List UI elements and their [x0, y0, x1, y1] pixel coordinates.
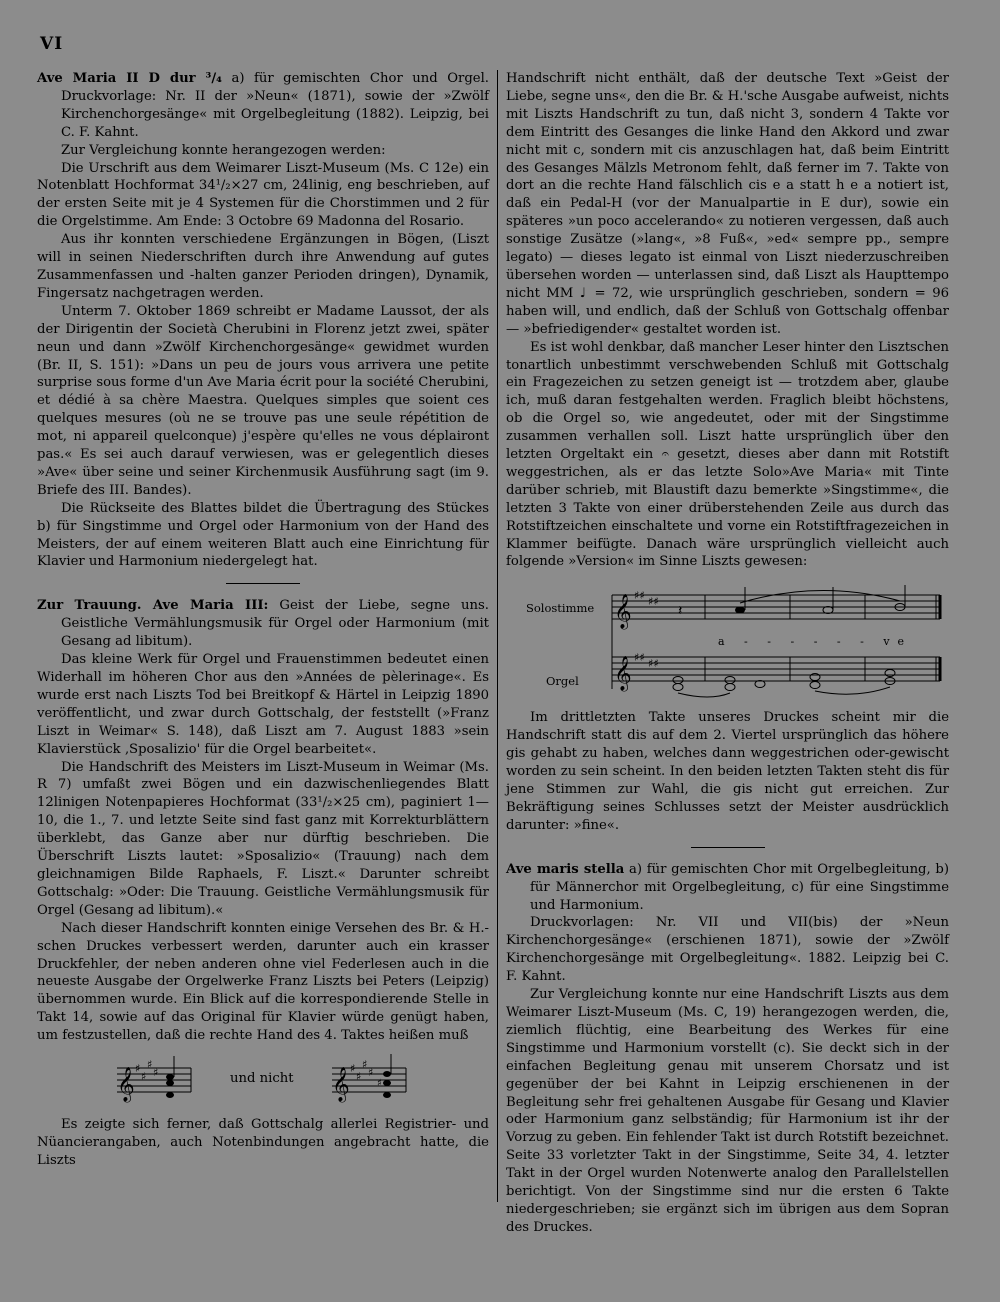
music-staff-correct — [115, 1050, 195, 1110]
paragraph: Das kleine Werk für Orgel und Frauenstimmen bedeutet einen Widerhall im höheren Chor aus den »Années de pèlerinage«. Es wurde erst nach Liszts Tod bei Breitkopf & Härtel in Leipzig 1890 veröffentlicht, und zwar durch Gottschalg, der feststellt (»Franz Liszt in Weimar« S. 148), daß Liszt am 7. August 1883 »sein Klavierstück ‚Sposalizio' für die Orgel bearbeitet«. — [37, 652, 489, 757]
paragraph: Zur Vergleichung konnte nur eine Handschrift Liszts aus dem Weimarer Liszt-Museum (Ms. C, 19) herangezogen werden, die, ziemlich flüchtig, eine Bearbeitung des Werkes für eine Singstimme und Harmonium vorstellt (c). Sie deckt sich in der einfachen Begleitung genau mit unserem Chorsatz und ist gegenüber der bei Kahnt in Leipzig erschienenen in der Begleitung sehr frei gehaltenen Ausgabe für Gesang und Klavier oder Harmonium ganz selbständig; für Harmonium ist ihr der Vorzug zu geben. Ein fehlender Takt ist durch Rotstift bezeichnet. Seite 33 vorletzter Takt in der Singstimme, Seite 34, 4. letzter Takt in der Orgel wurden Notenwerte analog den Parallelstellen berichtigt. Von der Singstimme sind nur die ersten 6 Takte niedergeschrieben; sie ergänzt sich im übrigen aus dem Sopran des Druckes. — [506, 987, 949, 1235]
paragraph: Druckvorlagen: Nr. VII und VII(bis) der »Neun Kirchenchorgesänge« (erschienen 1871), sowie der »Zwölf Kirchenchorgesänge mit Orgelbegleitung«. 1882. Leipzig bei C. F. Kahnt. — [506, 915, 949, 985]
entry-heading: Ave Maria II D dur ³/₄ — [37, 71, 222, 86]
paragraph: Die Handschrift des Meisters im Liszt-Museum in Weimar (Ms. R 7) umfaßt zwei Bögen und ein dazwischenliegendes Blatt 12linigen Notenpapieres Hochformat (33¹/₂×25 cm), paginiert 1—10, die 1., 7. und letzte Seite sind fast ganz mit Korrekturblättern überklebt, das Ganze aber nur dürftig beschrieben. Die Überschrift Liszts lautet: »Sposalizio« (Trauung) nach dem gleichnamigen Bilde Raphaels, F. Liszt.« Darunter schreibt Gottschalg: »Oder: Die Trauung. Geistliche Vermählungsmusik für Orgel (Gesang ad libitum).« — [37, 759, 489, 918]
svg-text:♯♯: ♯♯ — [648, 595, 659, 609]
svg-text:♯: ♯ — [368, 1066, 374, 1080]
paragraph: Handschrift nicht enthält, daß der deutsche Text »Geist der Liebe, segne uns«, den die Br. & H.'sche Ausgabe aufweist, nichts mit Liszts Handschrift zu tun, daß nicht 3, sondern 4 Takte vor dem Eintritt des Gesanges die linke Hand den Akkord und zwar nicht mit c, sondern mit cis anzuschlagen hat, daß beim Eintritt des Gesanges Mälzls Metronom fehlt, daß ferner im 7. Takte von dort an die rechte Hand fälschlich cis e a statt h e a notiert ist, daß ein Pedal-H (vor der Manualpartie in E dur), sowie ein späteres »un poco accelerando« zu notieren vergessen, daß auch sonstige Zusätze (»lang«, »8 Fuß«, »ed« sempre pp., sempre legato) — dieses legato ist einmal von Liszt niederzuschreiben übersehen worden — unterlassen sind, daß Liszt als Haupttempo nicht MM ♩ = 72, wie ursprünglich geschrieben, sondern = 96 haben will, und endlich, daß der Schluß von Gottschalg offenbar — »befriedigender« gestaltet worden ist. — [506, 71, 949, 337]
paragraph: Unterm 7. Oktober 1869 schreibt er Madame Laussot, der als der Dirigentin der Società Cherubini in Florenz jetzt zwei, später neun und dann »Zwölf Kirchenchorgesänge« gewidmet wurden (Br. II, S. 151): »Dans un peu de jours vous arrivera une petite surprise sous forme d'un Ave Maria écrit pour la société Cherubini, et dédié à sa chère Maestra. Quelques simples que soient ces quelques mesures (où ne se trouve pas une seule répétition de mot, ni appareil quelconque) j'espère qu'elles ne vous déplairont pas.« Es sei auch darauf verwiesen, was er gelegentlich dieses »Ave« über seine und seiner Kirchenmusik Ausführung sagt (im 9. Briefe des III. Bandes). — [37, 303, 489, 498]
paragraph: Es ist wohl denkbar, daß mancher Leser hinter den Lisztschen tonartlich unbestimmt verschwebenden Schluß mit Gottschalg ein Fragezeichen zu setzen geneigt ist — trotzdem aber, glaube ich, muß daran festgehalten werden. Fraglich bleibt höchstens, ob die Orgel so, wie angedeutet, oder mit der Singstimme zusammen verhallen soll. Liszt hatte ursprünglich über den letzten Orgeltakt ein 𝄐 gesetzt, dieses aber dann mit Rotstift weggestrichen, als er das letzte Solo»Ave Maria« mit Tinte darüber schrieb, mit Blaustift dazu bemerkte »Singstimme«, die letzten 3 Takte von einer drüberstehenden Zeile aus durch das Rotstiftzeichen einschaltete und vorne ein Rotstiftfragezeichen in Klammer beifügte. Danach wäre ursprünglich vielleicht auch folgende »Version« im Sinne Liszts gewesen: — [506, 339, 949, 570]
paragraph: Im drittletzten Takte unseres Druckes scheint mir die Handschrift statt dis auf dem 2. Viertel ursprünglich das höhere gis gehabt zu haben, welches dann weggestrichen oder-gewischt worden zu sein scheint. In den beiden letzten Takten steht dis für jene Stimmen zur Wahl, die gis nicht gut erreichen. Zur Bekräftigung seines Schlusses setzt der Meister ausdrücklich darunter: »fine«. — [506, 710, 949, 833]
svg-text:𝄞: 𝄞 — [614, 656, 632, 692]
page-number: VI — [40, 34, 64, 54]
svg-text:♯: ♯ — [377, 1078, 382, 1090]
column-divider — [497, 70, 498, 1202]
svg-text:♯: ♯ — [153, 1066, 159, 1080]
svg-text:♯: ♯ — [362, 1058, 368, 1072]
svg-text:𝄞: 𝄞 — [332, 1067, 350, 1103]
entry-heading: Ave maris stella — [506, 861, 625, 877]
paragraph: Nach dieser Handschrift konnten einige Versehen des Br. & H.-schen Druckes verbessert werden, darunter auch ein krasser Druckfehler, der neben anderen ohne viel Federlesen auch in die neueste Ausgabe der Orgelwerke Franz Liszts bei Peters (Leipzig) übernommen wurde. Ein Blick auf die korrespondierende Stelle in Takt 14, sowie auf das Original für Klavier würde genügt haben, um festzustellen, daß die rechte Hand des 4. Taktes heißen muß — [37, 920, 489, 1044]
left-column — [37, 70, 489, 1170]
entry-ave-maris-stella: Ave maris stella a) für gemischten Chor mit Orgelbegleitung, b) für Männerchor mit Orgelbegleitung, c) für eine Singstimme und Harmonium. — [506, 861, 949, 913]
paragraph: Die Rückseite des Blattes bildet die Übertragung des Stückes b) für Singstimme und Orgel oder Harmonium von der Hand des Meisters, der auf einem weiteren Blatt auch eine Einrichtung für Klavier und Harmonium niedergelegt hat. — [37, 500, 489, 570]
paragraph: Zur Vergleichung konnte herangezogen werden: — [61, 142, 386, 158]
entry-ave-maria-ii: Ave Maria II D dur ³/₄ a) für gemischten Chor und Orgel. Druckvorlage: Nr. II der »Neun« (1871), sowie der »Zwölf Kirchenchorgesänge« mit Orgelbegleitung (1882). Leipzig, bei C. F. Kahnt. — [37, 71, 489, 140]
score-lyric: a - - - - - - ve — [718, 635, 913, 649]
music-example-version — [506, 577, 949, 701]
svg-text:𝄞: 𝄞 — [117, 1067, 135, 1103]
right-column — [506, 70, 949, 1237]
entry-heading: Zur Trauung. Ave Maria III: — [37, 598, 269, 614]
section-divider — [226, 583, 300, 584]
paragraph: Aus ihr konnten verschiedene Ergänzungen in Bögen, (Liszt will in seinen Niederschriften durch ihre Anwendung auf gutes Zusammenfassen und -halten ganzer Perioden dringen), Dynamik, Fingersatz nachgetragen werden. — [37, 232, 489, 301]
score-label-orgel: Orgel — [546, 674, 579, 689]
svg-text:♯: ♯ — [135, 1062, 141, 1076]
music-score — [600, 577, 945, 701]
paragraph: Die Urschrift aus dem Weimarer Liszt-Museum (Ms. C 12e) ein Notenblatt Hochformat 34¹/₂×27 cm, 24linig, eng beschrieben, auf der ersten Seite mit je 4 Systemen für die Chorstimmen und 2 für die Orgelstimme. Am Ende: 3 Octobre 69 Madonna del Rosario. — [37, 160, 489, 230]
svg-text:♯: ♯ — [141, 1070, 147, 1084]
section-divider — [691, 847, 765, 848]
music-between-text: und nicht — [230, 1071, 294, 1087]
svg-text:♯: ♯ — [356, 1070, 362, 1084]
entry-zur-trauung: Zur Trauung. Ave Maria III: Geist der Liebe, segne uns. Geistliche Vermählungsmusik für Orgel oder Harmonium (mit Gesang ad libitum). — [37, 598, 490, 650]
paragraph: Es zeigte sich ferner, daß Gottschalg allerlei Registrier- und Nüancierangaben, auch Notenbindungen angebracht hatte, die Liszts — [37, 1117, 489, 1168]
svg-text:♯♯: ♯♯ — [634, 589, 645, 603]
music-example-chords — [37, 1050, 489, 1110]
svg-text:♯♯: ♯♯ — [648, 657, 659, 671]
svg-text:𝄽: 𝄽 — [678, 603, 683, 620]
music-staff-incorrect — [330, 1050, 410, 1110]
svg-text:♯♯: ♯♯ — [634, 651, 645, 665]
svg-text:♯: ♯ — [350, 1062, 356, 1076]
score-label-solostimme: Solostimme — [526, 601, 595, 616]
svg-text:𝄞: 𝄞 — [614, 594, 632, 630]
svg-text:♯: ♯ — [147, 1058, 153, 1072]
